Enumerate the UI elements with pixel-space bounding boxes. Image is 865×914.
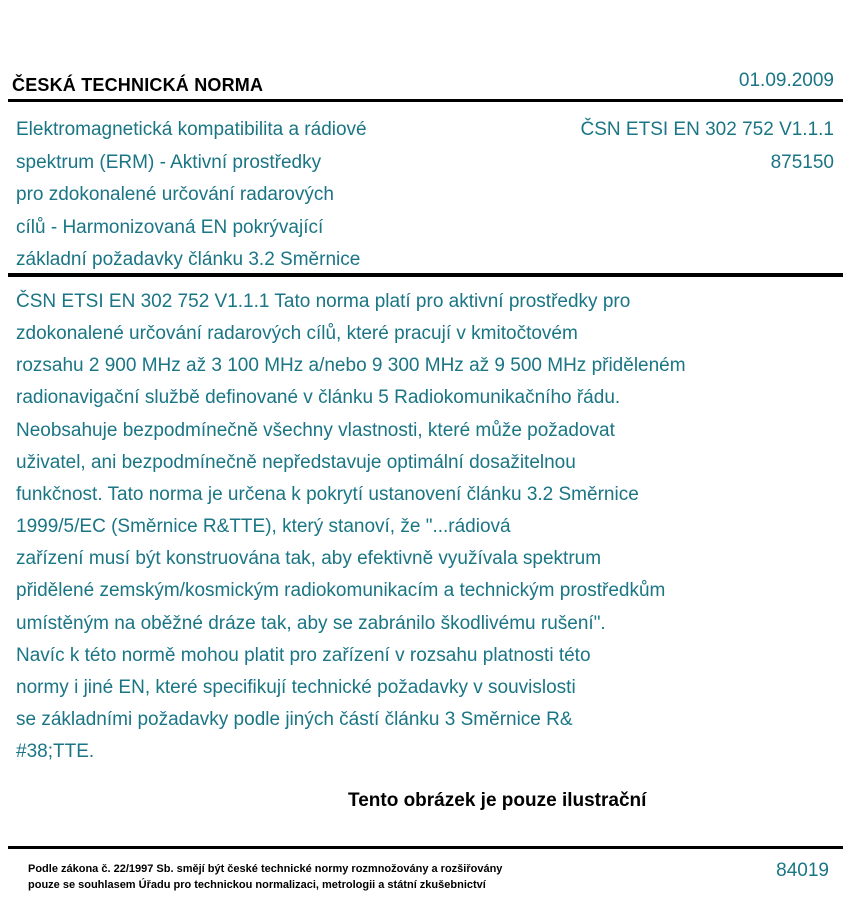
footer-divider xyxy=(8,846,843,849)
abstract-text xyxy=(16,286,836,768)
abstract-line: rozsahu 2 900 MHz až 3 100 MHz a/nebo 9 300 MHz až 9 500 MHz přiděleném xyxy=(16,355,686,377)
standard-title-line: Elektromagnetická kompatibilita a rádiové xyxy=(16,119,367,140)
standard-title-line: základní požadavky článku 3.2 Směrnice xyxy=(16,249,361,270)
abstract-line: radionavigační službě definované v článku 5 Radiokomunikačního řádu. xyxy=(16,387,621,409)
catalog-number: 84019 xyxy=(776,860,829,881)
abstract-line: umístěným na oběžné dráze tak, aby se zabránilo škodlivému rušení". xyxy=(16,612,606,634)
abstract-line: Navíc k této normě mohou platit pro zařízení v rozsahu platnosti této xyxy=(16,644,591,666)
standard-title xyxy=(16,114,486,277)
illustration-caption: Tento obrázek je pouze ilustrační xyxy=(348,790,647,811)
copyright-notice xyxy=(28,862,502,893)
header-divider xyxy=(8,99,843,102)
abstract-line: funkčnost. Tato norma je určena k pokrytí ustanovení článku 3.2 Směrnice xyxy=(16,483,639,505)
abstract-line: zařízení musí být konstruována tak, aby efektivně využívala spektrum xyxy=(16,548,602,570)
title-divider xyxy=(8,273,843,277)
abstract-line: 1999/5/EC (Směrnice R&TTE), který stanoví, že "...rádiová xyxy=(16,516,511,538)
abstract-line: se základními požadavky podle jiných částí článku 3 Směrnice R& xyxy=(16,709,573,731)
copyright-notice-line: pouze se souhlasem Úřadu pro technickou normalizaci, metrologii a státní zkušebnictví xyxy=(28,878,486,891)
abstract-line: Neobsahuje bezpodmínečně všechny vlastnosti, které může požadovat xyxy=(16,419,615,441)
abstract-line: uživatel, ani bezpodmínečně nepředstavuje optimální dosažitelnou xyxy=(16,451,576,473)
copyright-notice-line: Podle zákona č. 22/1997 Sb. smějí být české technické normy rozmnožovány a rozšiřovány xyxy=(28,863,503,875)
abstract-line: #38;TTE. xyxy=(16,741,95,763)
abstract-line: přidělené zemským/kosmickým radiokomunikacím a technickým prostředkům xyxy=(16,580,666,602)
publication-date: 01.09.2009 xyxy=(738,70,834,91)
standard-identifiers xyxy=(581,114,834,179)
standard-code: ČSN ETSI EN 302 752 V1.1.1 xyxy=(580,119,834,140)
document-type-title: ČESKÁ TECHNICKÁ NORMA xyxy=(12,75,264,95)
standard-title-line: spektrum (ERM) - Aktivní prostředky xyxy=(16,151,322,173)
abstract-line: normy i jiné EN, které specifikují technické požadavky v souvislosti xyxy=(16,676,576,698)
abstract-line: zdokonalené určování radarových cílů, které pracují v kmitočtovém xyxy=(16,323,578,345)
abstract-line: ČSN ETSI EN 302 752 V1.1.1 Tato norma platí pro aktivní prostředky pro xyxy=(16,291,631,312)
classification-number: 875150 xyxy=(770,151,834,173)
standard-title-line: pro zdokonalené určování radarových xyxy=(16,184,334,205)
standard-title-line: cílů - Harmonizovaná EN pokrývající xyxy=(16,216,324,238)
